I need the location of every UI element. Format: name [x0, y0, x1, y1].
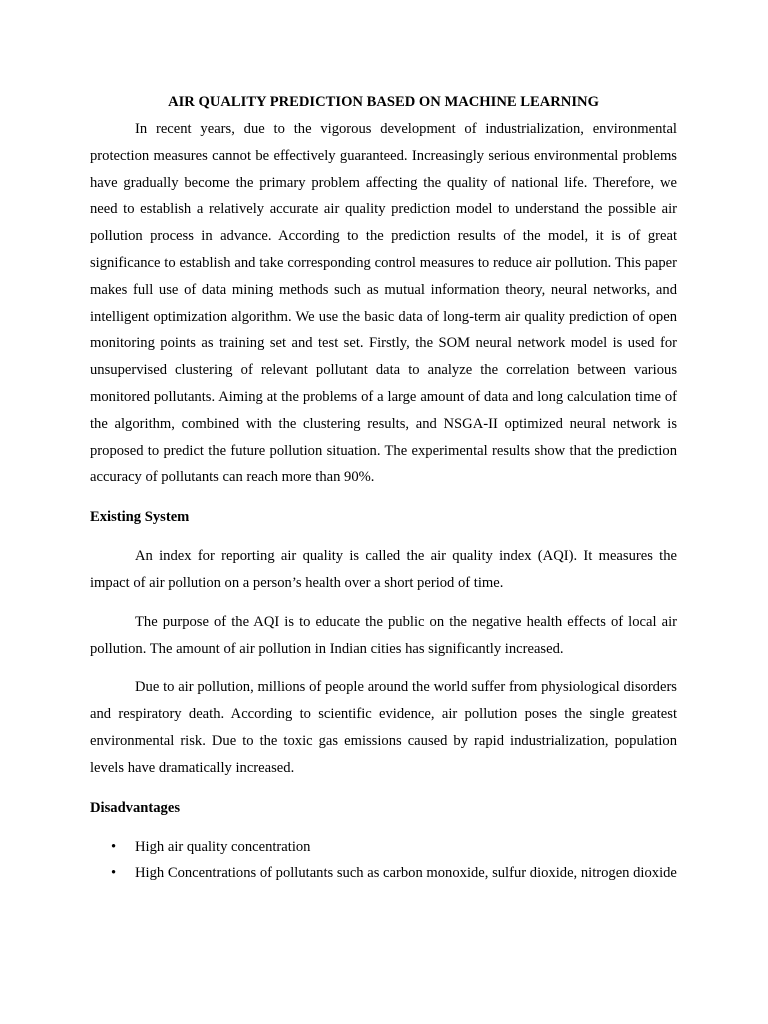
list-item: [90, 834, 677, 861]
abstract-paragraph: In recent years, due to the vigorous development of industrialization, environmental protection measures cannot be effectively guaranteed. Increasingly serious environmental problems have gradually become the primary problem affecting the quality of national life. Therefore, we need to establish a relatively accurate air quality prediction model to understand the possible air pollution process in advance. According to the prediction results of the model, it is of great significance to establish and take corresponding control measures to reduce air pollution. This paper makes full use of data mining methods such as mutual information theory, neural networks, and intelligent optimization algorithm. We use the basic data of long-term air quality prediction of open monitoring points as training set and test set. Firstly, the SOM neural network model is used for unsupervised clustering of relevant pollutant data to analyze the correlation between various monitored pollutants. Aiming at the problems of a large amount of data and long calculation time of the algorithm, combined with the clustering results, and NSGA-II optimized neural network is proposed to predict the future pollution situation. The experimental results show that the prediction accuracy of pollutants can reach more than 90%.: [90, 121, 677, 486]
document-page: [90, 89, 677, 887]
existing-system-paragraph-1: An index for reporting air quality is called the air quality index (AQI). It measures the impact of air pollution on a person’s health over a short period of time.: [90, 548, 677, 591]
list-item-text: High air quality concentration: [135, 838, 311, 855]
disadvantages-list: [90, 834, 677, 888]
existing-system-paragraph-3: Due to air pollution, millions of people around the world suffer from physiological disorders and respiratory death. According to scientific evidence, air pollution poses the single greatest environmental risk. Due to the toxic gas emissions caused by rapid industrialization, population levels have dramatically increased.: [90, 679, 677, 776]
existing-system-paragraph-2: The purpose of the AQI is to educate the public on the negative health effects of local air pollution. The amount of air pollution in Indian cities has significantly increased.: [90, 613, 677, 657]
existing-system-heading: Existing System: [90, 509, 190, 526]
list-item: [90, 860, 677, 887]
disadvantages-heading: Disadvantages: [90, 799, 181, 816]
list-item-text: High Concentrations of pollutants such as carbon monoxide, sulfur dioxide, nitrogen dioxide: [135, 865, 677, 882]
bullet-icon: •: [111, 865, 117, 882]
document-title: AIR QUALITY PREDICTION BASED ON MACHINE LEARNING: [168, 94, 599, 110]
bullet-icon: •: [111, 838, 117, 855]
